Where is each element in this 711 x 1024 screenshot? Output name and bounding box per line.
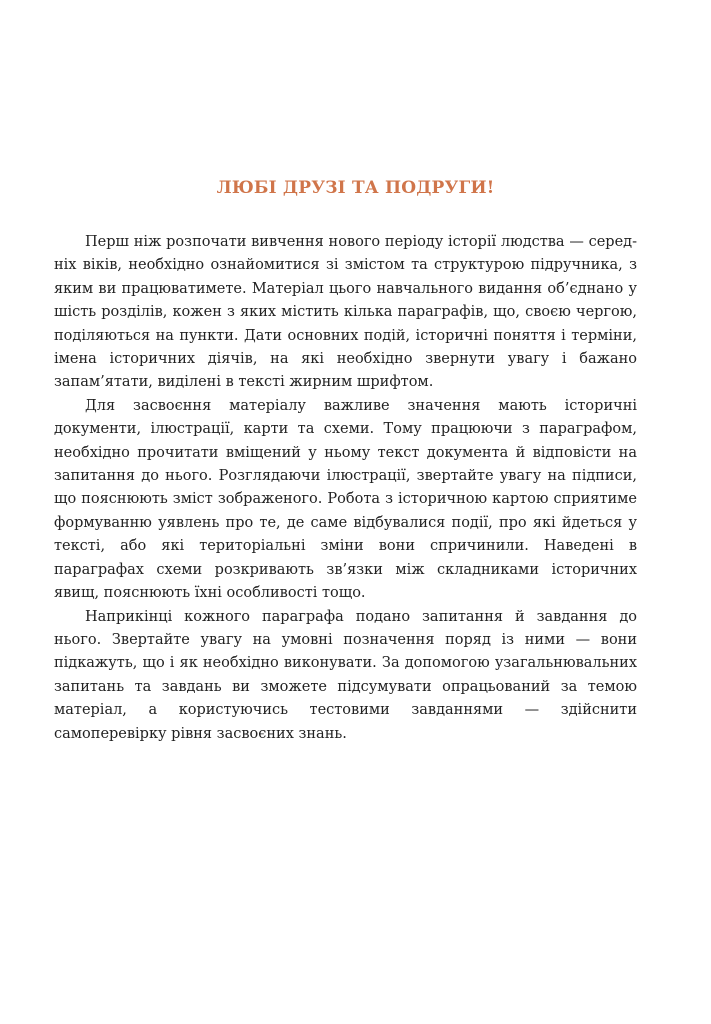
- page-heading: ЛЮБІ ДРУЗІ ТА ПОДРУГИ!: [216, 178, 495, 198]
- paragraph-questions: Наприкінці кожного параграфа подано запитання й завдання до нього. Звертайте увагу на умовні позначення поряд із ними — вони підкажуть, що і як необхідно виконувати. За допомогою узагальнювальних запитань та завдань ви зможете підсумувати опрацьований за темою матеріал, а користуючись тестовими завданнями — здійснити самоперевірку рівня засвоєних знань.: [54, 608, 637, 742]
- body-text: [54, 231, 637, 746]
- paragraph-intro: Перш ніж розпочати вивчення нового періоду історії людства — середніх віків, необхідно ознайомитися зі змістом та структурою підручника, з яким ви працюватимете. Матеріал цього навчального видання об’єднано у шість розділів, кожен з яких містить кілька параграфів, що, своєю чергою, поділяються на пункти. Дати основних подій, історичні поняття і терміни, імена історичних діячів, на які необхідно звернути увагу і бажано запам’ятати, виділені в тексті жирним шрифтом.: [54, 234, 637, 391]
- paragraph-documents: Для засвоєння матеріалу важливе значення мають історичні документи, ілюстрації, карти та схеми. Тому працюючи з параграфом, необхідно прочитати вміщений у ньому текст документа й відповісти на запитання до нього. Розглядаючи ілюстрації, звертайте увагу на підписи, що пояснюють зміст зображеного. Робота з історичною картою сприятиме формуванню уявлень про те, де саме відбувалися події, про які йдеться у тексті, або які територіальні зміни вони спричинили. Наведені в параграфах схеми розкривають зв’язки між складниками історичних явищ, пояснюють їхні особливості тощо.: [54, 397, 637, 602]
